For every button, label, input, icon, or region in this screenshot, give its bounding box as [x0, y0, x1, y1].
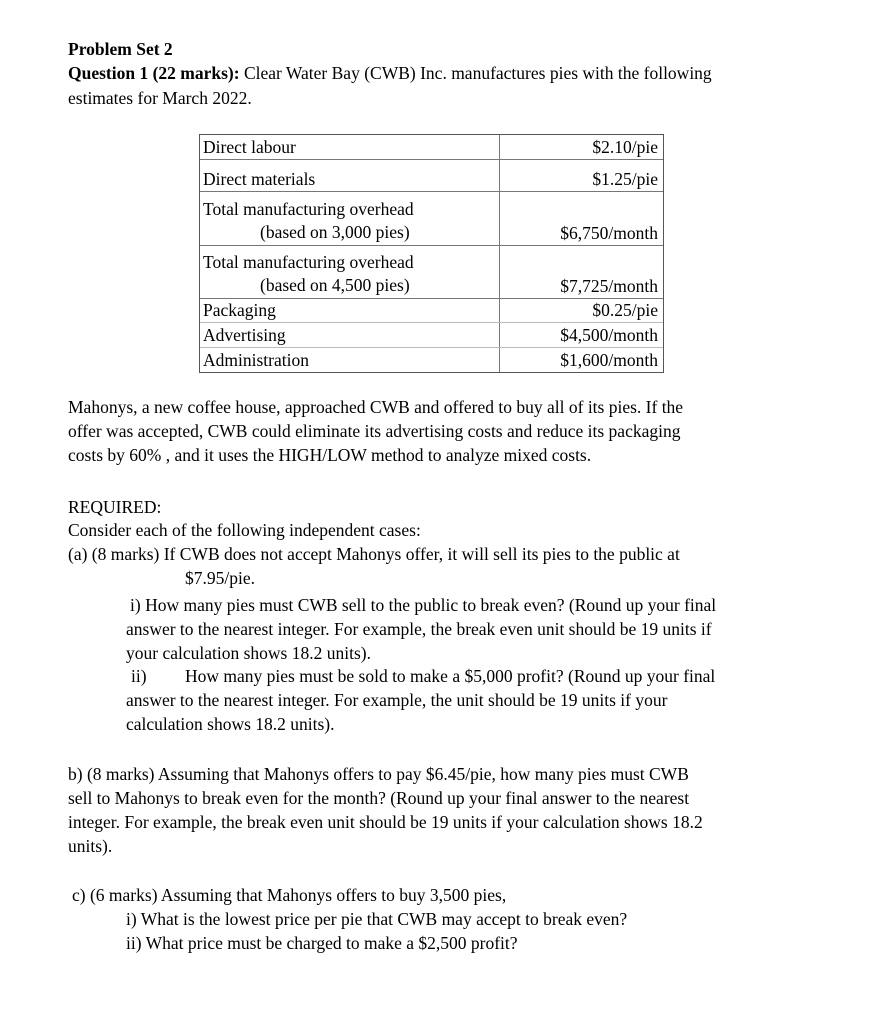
- question-intro-line2: estimates for March 2022.: [68, 88, 252, 108]
- page-title: Problem Set 2: [68, 39, 173, 59]
- part-a-ii-line2: answer to the nearest integer. For example, the unit should be 19 units if your: [126, 690, 668, 710]
- table-row: [200, 299, 663, 323]
- part-b-line1: b) (8 marks) Assuming that Mahonys offers to pay $6.45/pie, how many pies must CWB: [68, 764, 689, 784]
- row-label: Total manufacturing overhead (based on 4,500 pies): [200, 246, 500, 298]
- part-a-ii-line3: calculation shows 18.2 units).: [126, 714, 335, 734]
- row-label: Direct materials: [200, 160, 500, 191]
- part-a-i-line2: answer to the nearest integer. For example, the break even unit should be 19 units if: [126, 619, 712, 639]
- row-label: Administration: [200, 348, 500, 372]
- question-intro-line1: Question 1 (22 marks): Clear Water Bay (CWB) Inc. manufactures pies with the following: [68, 63, 712, 83]
- part-a-i-line3: your calculation shows 18.2 units).: [126, 643, 371, 663]
- row-label: Total manufacturing overhead (based on 3,000 pies): [200, 192, 500, 245]
- row-value: $6,750/month: [560, 223, 658, 243]
- part-b-line2: sell to Mahonys to break even for the month? (Round up your final answer to the nearest: [68, 788, 690, 808]
- row-value: $1.25/pie: [592, 169, 658, 189]
- table-row: [200, 348, 663, 372]
- row-value: $7,725/month: [560, 276, 658, 296]
- part-a-ii-number: ii): [131, 666, 147, 686]
- row-value: $1,600/month: [560, 350, 658, 370]
- part-a-ii-line1: How many pies must be sold to make a $5,000 profit? (Round up your final: [185, 666, 716, 686]
- table-row: [200, 246, 663, 299]
- row-value: $4,500/month: [560, 325, 658, 345]
- mahonys-line1: Mahonys, a new coffee house, approached CWB and offered to buy all of its pies. If the: [68, 397, 684, 417]
- table-row: [200, 160, 663, 192]
- mahonys-line2: offer was accepted, CWB could eliminate its advertising costs and reduce its packaging: [68, 421, 681, 441]
- row-label: Packaging: [200, 299, 500, 322]
- table-row: [200, 323, 663, 348]
- part-b-line4: units).: [68, 836, 113, 856]
- estimates-table: [199, 134, 664, 373]
- row-label: Direct labour: [200, 135, 500, 159]
- part-a-line1: (a) (8 marks) If CWB does not accept Mahonys offer, it will sell its pies to the public at: [68, 544, 680, 564]
- row-value: $0.25/pie: [592, 300, 658, 320]
- part-b-line3: integer. For example, the break even unit should be 19 units if your calculation shows 18.2: [68, 812, 703, 832]
- row-value: $2.10/pie: [592, 137, 658, 157]
- part-c-line1: c) (6 marks) Assuming that Mahonys offers to buy 3,500 pies,: [72, 885, 507, 905]
- required-intro: Consider each of the following independent cases:: [68, 520, 421, 540]
- table-row: [200, 135, 663, 160]
- table-row: [200, 192, 663, 246]
- question-label: Question 1 (22 marks):: [68, 63, 240, 83]
- mahonys-line3: costs by 60% , and it uses the HIGH/LOW method to analyze mixed costs.: [68, 445, 592, 465]
- part-a-i-line1: i) How many pies must CWB sell to the public to break even? (Round up your final: [130, 595, 717, 615]
- part-a-line2: $7.95/pie.: [185, 568, 255, 588]
- row-label: Advertising: [200, 323, 500, 347]
- part-c-i: i) What is the lowest price per pie that CWB may accept to break even?: [126, 909, 628, 929]
- part-c-ii: ii) What price must be charged to make a $2,500 profit?: [126, 933, 518, 953]
- required-heading: REQUIRED:: [68, 497, 162, 517]
